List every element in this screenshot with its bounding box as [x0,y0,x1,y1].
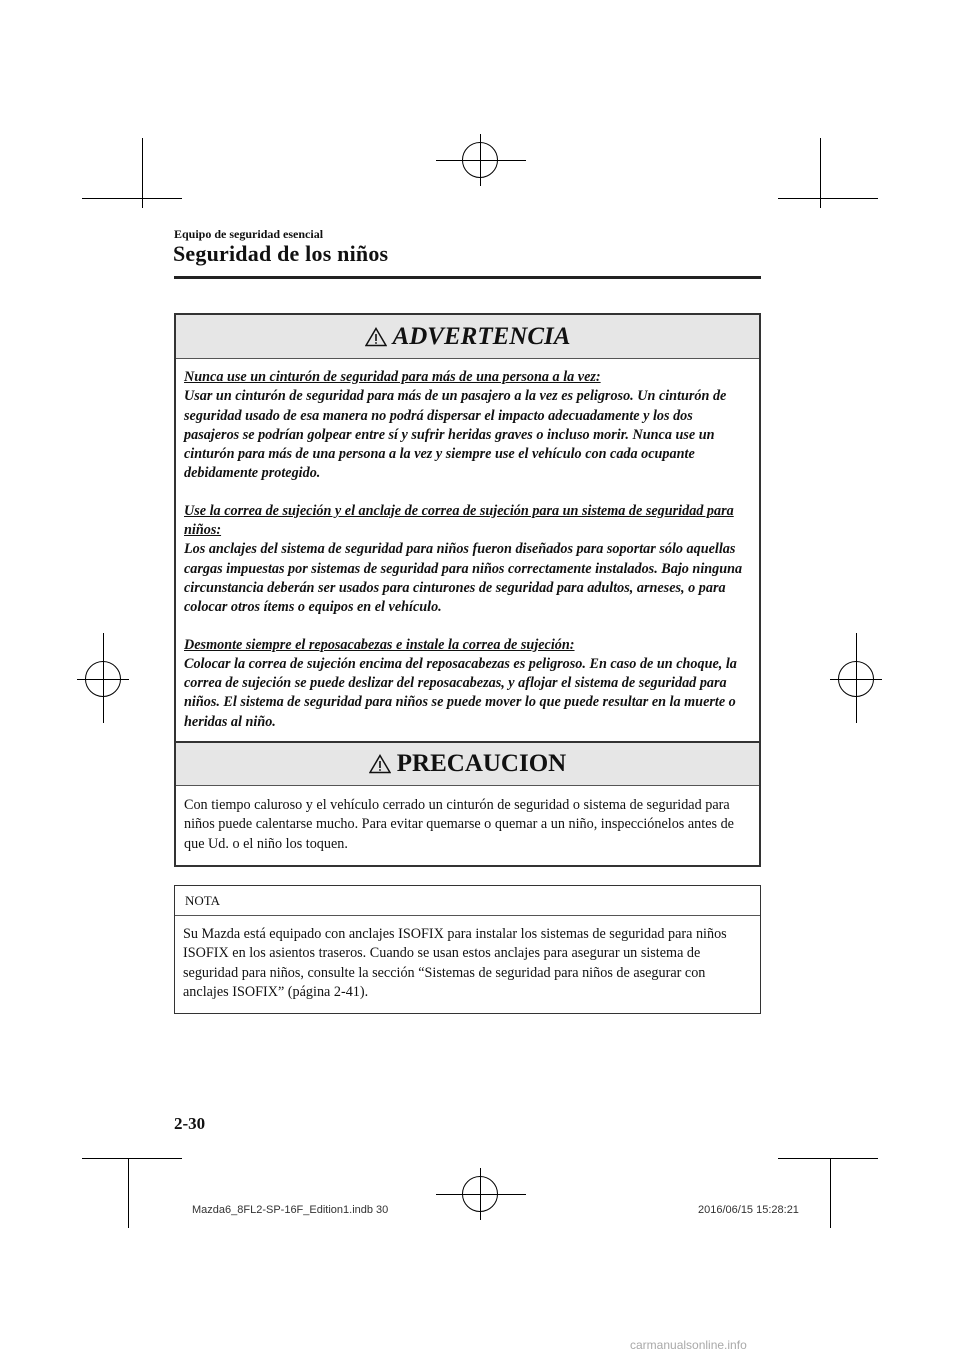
caution-label: PRECAUCION [396,750,567,777]
print-file-info: Mazda6_8FL2-SP-16F_Edition1.indb 30 [192,1204,389,1216]
caution-header [176,743,759,786]
section-label: Equipo de seguridad esencial [174,227,324,241]
page-title: Seguridad de los niños [173,241,389,266]
page-number: 2-30 [174,1114,206,1133]
warning-label: ADVERTENCIA [392,322,571,350]
note-label: NOTA [175,886,760,916]
print-timestamp: 2016/06/15 15:28:21 [698,1204,799,1216]
warning-triangle-icon [369,754,391,774]
caution-text: Con tiempo caluroso y el vehículo cerrado un cinturón de seguridad o sistema de seguridad para niños puede calentarse mucho. Para evitar quemarse o quemar a un niño, inspecciónelos antes de que Ud. o el niño los toquen. [184,797,734,852]
watermark: carmanualsonline.info [630,1338,747,1352]
warning-paragraph [184,636,751,732]
warning-paragraph-text: Los anclajes del sistema de seguridad para niños fueron diseñados para soportar sólo aquellas cargas impuestas por sistemas de seguridad para niños correctamente instalados. Bajo ninguna circunstancia deberán ser usados para cinturones de seguridad para adultos, arneses, o para colocar otros ítems o equipos en el vehículo. [184,541,743,616]
warning-box [174,313,761,744]
warning-paragraph-heading: Nunca use un cinturón de seguridad para más de una persona a la vez: [184,369,601,385]
warning-paragraph-text: Usar un cinturón de seguridad para más de un pasajero a la vez es peligroso. Un cinturón de seguridad usado de esa manera no podrá dispersar el impacto adecuadamente y los dos pasajeros se podrían golpear entre sí y sufrir heridas graves o incluso morir. Nunca use un cinturón para más de una persona a la vez y siempre use el vehículo con cada ocupante debidamente protegido. [184,388,727,482]
warning-body [176,359,759,742]
caution-box [174,741,761,867]
warning-header [176,315,759,359]
warning-paragraph [184,502,751,618]
note-text: Su Mazda está equipado con anclajes ISOFIX para instalar los sistemas de seguridad para niños ISOFIX en los asientos traseros. Cuando se usan estos anclajes para asegurar un sistema de seguridad para niños, consulte la sección “Sistemas de seguridad para niños de asegurar con anclajes ISOFIX” (página 2-41). [183,926,727,1000]
warning-paragraph-text: Colocar la correa de sujeción encima del reposacabezas es peligroso. En caso de un choque, la correa de sujeción se puede deslizar del reposacabezas, y aflojar el sistema de seguridad para niños. El sistema de seguridad para niños se puede mover lo que puede resultar en la muerte o heridas al niño. [184,655,737,730]
warning-paragraph-heading: Use la correa de sujeción y el anclaje de correa de sujeción para un sistema de seguridad para niños: [184,502,734,539]
warning-paragraph [184,368,751,484]
title-rule [174,276,761,279]
warning-triangle-icon [365,327,387,347]
warning-paragraph-heading: Desmonte siempre el reposacabezas e instale la correa de sujeción: [184,636,575,653]
note-box [174,885,761,1014]
